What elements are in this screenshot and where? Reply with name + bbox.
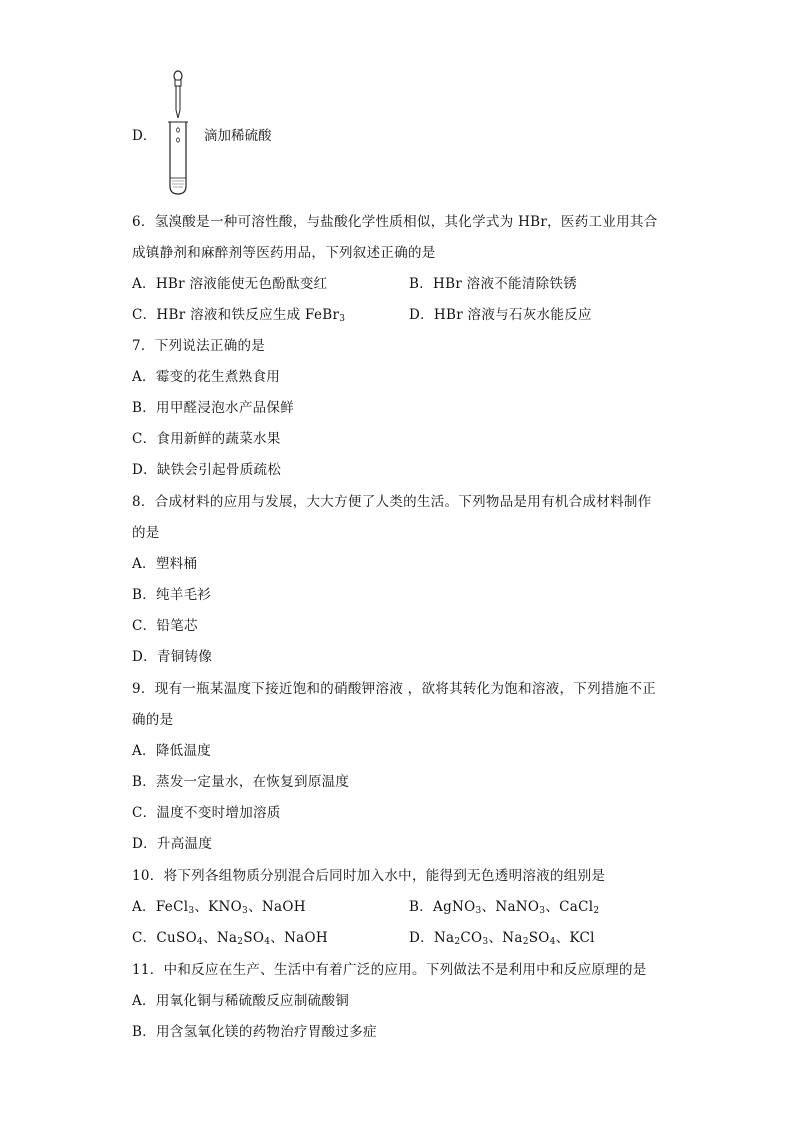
q6-options-row2 (132, 306, 732, 324)
q6-option-b: B．HBr 溶液不能清除铁锈 (409, 276, 578, 292)
q7-option-b: B．用甲醛浸泡水产品保鲜 (132, 400, 295, 416)
q9-option-c: C．温度不变时增加溶质 (132, 805, 281, 821)
q8-stem-line1: 8．合成材料的应用与发展，大大方便了人类的生活。下列物品是用有机合成材料制作 (132, 494, 652, 510)
q9-stem-line2: 确的是 (132, 712, 174, 728)
q10-option-a: A．FeCl$_3$、$KNO_3$、NaOH (132, 899, 306, 916)
q9-option-a: A．降低温度 (132, 743, 212, 759)
q9-option-b: B．蒸发一定量水，在恢复到原温度 (132, 774, 350, 790)
q10-options-row1 (132, 898, 732, 916)
q11-option-a: A．用氧化铜与稀硫酸反应制硫酸铜 (132, 993, 350, 1009)
q10-stem: 10．将下列各组物质分别混合后同时加入水中，能得到无色透明溶液的组别是 (132, 868, 606, 884)
q7-option-a: A．霉变的花生煮熟食用 (132, 369, 281, 385)
q9-option-d: D．升高温度 (132, 836, 213, 852)
q6-option-a: A．HBr 溶液能使无色酚酞变红 (132, 276, 328, 292)
q11-stem: 11．中和反应在生产、生活中有着广泛的应用。下列做法不是利用中和反应原理的是 (132, 962, 647, 978)
q10-option-d: D．$Na_2CO_3$、$Na_2SO_4$、KCl (409, 930, 595, 947)
q11-option-b: B．用含氢氧化镁的药物治疗胃酸过多症 (132, 1024, 377, 1040)
q10-option-c: C．CuSO$_4$、$Na_2SO_4$、NaOH (132, 930, 328, 947)
q6-option-d: D．HBr 溶液与石灰水能反应 (409, 307, 592, 323)
q9-stem-line1: 9．现有一瓶某温度下接近饱和的硝酸钾溶液 ，欲将其转化为饱和溶液，下列措施不正 (132, 681, 657, 697)
q10-options-row2 (132, 929, 732, 947)
q6-options-row1 (132, 275, 732, 293)
q5-option-d-letter: D． (132, 128, 157, 144)
q8-stem-line2: 的是 (132, 525, 160, 541)
q5-option-d-text: 滴加稀硫酸 (204, 128, 272, 144)
q8-option-c: C．铅笔芯 (132, 618, 198, 634)
q6-option-c: C．HBr 溶液和铁反应生成 FeBr$_3$ (132, 307, 346, 324)
q7-option-d: D．缺铁会引起骨质疏松 (132, 462, 282, 478)
q8-option-b: B．纯羊毛衫 (132, 587, 212, 603)
q10-option-b: B．AgNO$_3$、NaNO$_3$、CaCl$_2$ (409, 899, 600, 916)
q8-option-d: D．青铜铸像 (132, 649, 213, 665)
q6-stem-line1: 6．氢溴酸是一种可溶性酸，与盐酸化学性质相似，其化学式为 HBr，医药工业用其合 (132, 214, 658, 230)
dropper-test-tube-icon (160, 70, 200, 196)
q7-stem: 7．下列说法正确的是 (132, 338, 266, 354)
q8-option-a: A．塑料桶 (132, 556, 198, 572)
q7-option-c: C．食用新鲜的蔬菜水果 (132, 431, 281, 447)
q6-stem-line2: 成镇静剂和麻醉剂等医药用品，下列叙述正确的是 (132, 245, 436, 261)
